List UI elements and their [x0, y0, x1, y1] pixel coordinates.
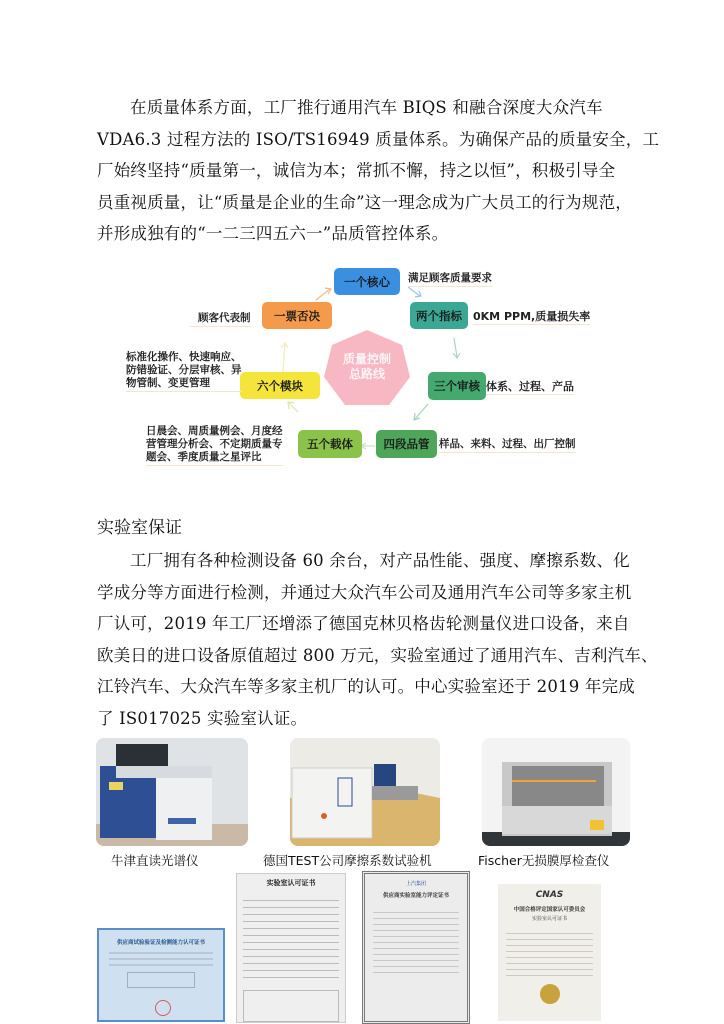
paragraph-line: 了 IS017025 实验室认证。 [97, 708, 308, 728]
desc-line: 防错验证、分层审核、异 [126, 364, 242, 376]
desc-line: 标准化操作、快速响应、 [126, 351, 242, 363]
node-one-veto-desc: 顾客代表制 [190, 312, 251, 327]
desc-line: 物管制、变更管理 [126, 377, 210, 389]
spectrometer-image [96, 738, 248, 846]
photo-caption: 德国TEST公司摩擦系数试验机 [263, 853, 432, 868]
certificate-lab-accreditation [236, 873, 346, 1023]
certificate-title: 供应商试验验证及检测能力认可证书 [116, 940, 205, 946]
node-label: 一个核心 [344, 274, 390, 289]
lab-paragraph [97, 545, 658, 734]
certificate-saic-lab [362, 871, 470, 1024]
paragraph-line: 学成分等方面进行检测，并通过大众汽车公司及通用汽车公司等多家主机 [97, 582, 632, 602]
certificate-title: 实验室认可证书 [266, 879, 316, 887]
paragraph-line: 工厂拥有各种检测设备 60 余台，对产品性能、强度、摩擦系数、化 [130, 551, 630, 570]
red-seal-icon [155, 1000, 171, 1016]
node-one-core [334, 268, 400, 295]
node-label: 两个指标 [416, 308, 462, 323]
friction-tester-photo [290, 738, 440, 846]
node-one-veto [262, 302, 332, 329]
paragraph-line: 欧美日的进口设备原值超过 800 万元，实验室通过了通用汽车、吉利汽车、 [97, 645, 658, 665]
center-label-line1: 质量控制 [342, 352, 391, 366]
gold-seal-icon [540, 984, 560, 1004]
paragraph-line: VDA6.3 过程方法的 ISO/TS16949 质量体系。为确保产品的质量安全，工 [97, 129, 660, 149]
paragraph-line: 江铃汽车、大众汽车等多家主机厂的认可。中心实验室还于 2019 年完成 [97, 677, 635, 696]
node-label: 一票否决 [274, 308, 320, 323]
node-six-modules [240, 372, 320, 399]
paragraph-line: 员重视质量，让“质量是企业的生命”这一理念成为广大员工的行为规范， [97, 192, 632, 212]
desc-line: 日晨会、周质量例会、月度经 [146, 425, 283, 437]
saic-logo: 上汽集团 [405, 881, 426, 887]
paragraph-line: 在质量体系方面，工厂推行通用汽车 BIQS 和融合深度大众汽车 [130, 98, 603, 117]
node-label: 五个载体 [307, 437, 353, 451]
cnas-logo: CNAS [535, 890, 564, 900]
center-label-line2: 总路线 [348, 367, 385, 381]
lab-section-heading: 实验室保证 [97, 518, 182, 538]
desc-line: 题会、季度质量之星评比 [146, 451, 262, 463]
node-two-indicators [410, 302, 468, 329]
quality-control-diagram [118, 262, 608, 468]
node-five-carriers-desc [146, 425, 283, 466]
certificate-subtitle: 实验室认可证书 [531, 916, 567, 922]
spectrometer-photo [96, 738, 248, 846]
node-six-modules-desc [126, 351, 242, 392]
photo-caption: Fischer无损膜厚检查仪 [478, 853, 610, 868]
coating-thickness-tester-photo [482, 738, 630, 846]
node-four-stages-desc: 样品、来料、过程、出厂控制 [439, 438, 576, 453]
certificate-cnas [498, 884, 601, 1021]
desc-line: 营管理分析会、不定期质量专 [146, 438, 283, 450]
node-two-indicators-desc: 0KM PPM,质量损失率 [473, 310, 591, 323]
node-three-audits [428, 372, 486, 400]
friction-tester-image [290, 738, 440, 846]
node-four-stages [376, 430, 437, 458]
quality-system-paragraph [97, 92, 660, 250]
certificate-title: 中国合格评定国家认可委员会 [513, 907, 586, 913]
node-three-audits-desc: 体系、过程、产品 [486, 380, 574, 393]
node-one-core-desc: 满足顾客质量要求 [408, 272, 492, 287]
node-label: 四段品管 [383, 437, 430, 451]
node-label: 三个审核 [434, 379, 480, 393]
coating-thickness-tester-image [482, 738, 630, 846]
paragraph-line: 厂认可，2019 年工厂还增添了德国克林贝格齿轮测量仪进口设备，来自 [97, 614, 630, 633]
certificate-supplier-testing [97, 928, 225, 1022]
paragraph-line: 厂始终坚持“质量第一，诚信为本；常抓不懈，持之以恒”，积极引导全 [97, 161, 616, 180]
node-label: 六个模块 [257, 378, 303, 393]
paragraph-line: 并形成独有的“一二三四五六一”品质管控体系。 [97, 224, 449, 243]
photo-caption: 牛津直读光谱仪 [111, 853, 199, 868]
node-five-carriers [298, 430, 362, 458]
certificate-title: 供应商实验室能力评定证书 [382, 893, 449, 899]
